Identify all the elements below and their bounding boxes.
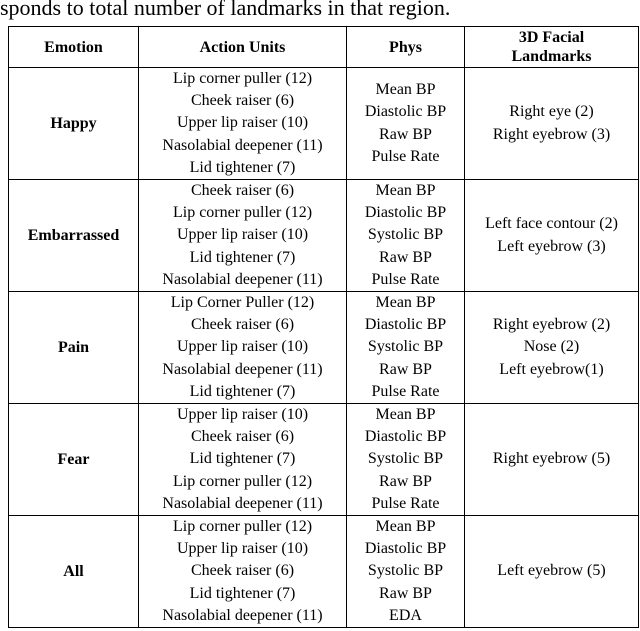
action-unit-item: Upper lip raiser (10) (176, 406, 309, 424)
action-units-cell (139, 516, 347, 628)
action-unit-item: Lip corner puller (12) (172, 518, 313, 536)
action-unit-item: Cheek raiser (6) (190, 428, 295, 446)
header-phys: Phys (347, 27, 465, 68)
phys-item: Pulse Rate (371, 494, 440, 512)
action-unit-item: Lid tightener (7) (189, 248, 296, 266)
phys-item: Raw BP (379, 248, 432, 266)
table-row (9, 292, 639, 404)
landmark-item: Right eyebrow (5) (492, 450, 611, 468)
action-unit-item: Nasolabial deepener (11) (162, 606, 323, 624)
phys-item: Mean BP (375, 518, 436, 536)
action-units-cell (139, 180, 347, 292)
phys-item: Mean BP (375, 182, 436, 200)
phys-item: Diastolic BP (364, 428, 447, 446)
phys-cell (347, 68, 465, 180)
header-emotion: Emotion (9, 27, 139, 68)
phys-item: Raw BP (379, 472, 432, 490)
action-unit-item: Cheek raiser (6) (190, 562, 295, 580)
landmark-item: Left eyebrow (3) (497, 237, 606, 255)
phys-item: Diastolic BP (364, 103, 447, 121)
emotion-cell: Fear (9, 404, 139, 516)
emotion-cell: Embarrassed (9, 180, 139, 292)
action-units-cell (139, 292, 347, 404)
table-row (9, 180, 639, 292)
action-unit-item: Upper lip raiser (10) (176, 338, 309, 356)
emotion-cell: Happy (9, 68, 139, 180)
phys-item: Raw BP (379, 584, 432, 602)
table-row (9, 68, 639, 180)
phys-item: Systolic BP (367, 338, 444, 356)
phys-item: Diastolic BP (364, 204, 447, 222)
phys-item: Mean BP (375, 81, 436, 99)
action-unit-item: Upper lip raiser (10) (176, 226, 309, 244)
phys-item: Mean BP (375, 406, 436, 424)
landmark-item: Right eyebrow (3) (492, 125, 611, 143)
phys-item: Pulse Rate (371, 270, 440, 288)
phys-cell (347, 404, 465, 516)
table-row (9, 404, 639, 516)
action-unit-item: Lip corner puller (12) (172, 70, 313, 87)
phys-item: Systolic BP (367, 226, 444, 244)
action-unit-item: Nasolabial deepener (11) (162, 270, 323, 288)
landmarks-cell (465, 292, 639, 404)
phys-cell (347, 516, 465, 628)
landmark-item: Left eyebrow (5) (497, 562, 606, 580)
landmark-item: Left eyebrow(1) (499, 360, 604, 378)
phys-item: Systolic BP (367, 450, 444, 468)
phys-item: Raw BP (379, 360, 432, 378)
emotion-cell: Pain (9, 292, 139, 404)
action-unit-item: Lip Corner Puller (12) (170, 294, 315, 312)
action-unit-item: Nasolabial deepener (11) (162, 494, 323, 512)
phys-item: Systolic BP (367, 562, 444, 580)
action-unit-item: Nasolabial deepener (11) (162, 136, 323, 154)
action-unit-item: Nasolabial deepener (11) (162, 360, 323, 378)
landmarks-cell (465, 68, 639, 180)
phys-item: Pulse Rate (371, 147, 440, 165)
action-unit-item: Cheek raiser (6) (190, 182, 295, 200)
phys-item: Pulse Rate (371, 382, 440, 400)
header-landmarks-line1: 3D Facial (518, 29, 585, 46)
phys-cell (347, 180, 465, 292)
action-unit-item: Lid tightener (7) (189, 382, 296, 400)
landmark-item: Right eyebrow (2) (492, 316, 611, 334)
action-unit-item: Lip corner puller (12) (172, 472, 313, 490)
landmark-item: Nose (2) (523, 338, 580, 356)
action-unit-item: Lid tightener (7) (189, 158, 296, 176)
header-action-units: Action Units (139, 27, 347, 68)
action-unit-item: Upper lip raiser (10) (176, 114, 309, 132)
action-units-cell (139, 404, 347, 516)
action-unit-item: Upper lip raiser (10) (176, 540, 309, 558)
landmark-item: Left face contour (2) (485, 215, 618, 233)
action-unit-item: Lid tightener (7) (189, 450, 296, 468)
phys-item: Diastolic BP (364, 316, 447, 334)
phys-item: Diastolic BP (364, 540, 447, 558)
action-unit-item: Cheek raiser (6) (190, 316, 295, 334)
action-unit-item: Lid tightener (7) (189, 584, 296, 602)
phys-item: Mean BP (375, 294, 436, 312)
landmarks-cell (465, 180, 639, 292)
emotion-features-table (8, 26, 639, 628)
landmark-item: Right eye (2) (509, 103, 594, 121)
phys-item: EDA (389, 606, 422, 624)
action-unit-item: Cheek raiser (6) (190, 92, 295, 110)
header-facial-landmarks (465, 27, 639, 68)
phys-item: Raw BP (379, 125, 432, 143)
landmarks-cell (465, 516, 639, 628)
action-units-cell (139, 68, 347, 180)
emotion-cell: All (9, 516, 139, 628)
table-row (9, 516, 639, 628)
phys-cell (347, 292, 465, 404)
header-landmarks-line2: Landmarks (511, 48, 592, 65)
table-caption: sponds to total number of landmarks in that region. (0, 0, 451, 20)
landmarks-cell (465, 404, 639, 516)
action-unit-item: Lip corner puller (12) (172, 204, 313, 222)
table-header-row (9, 27, 639, 68)
